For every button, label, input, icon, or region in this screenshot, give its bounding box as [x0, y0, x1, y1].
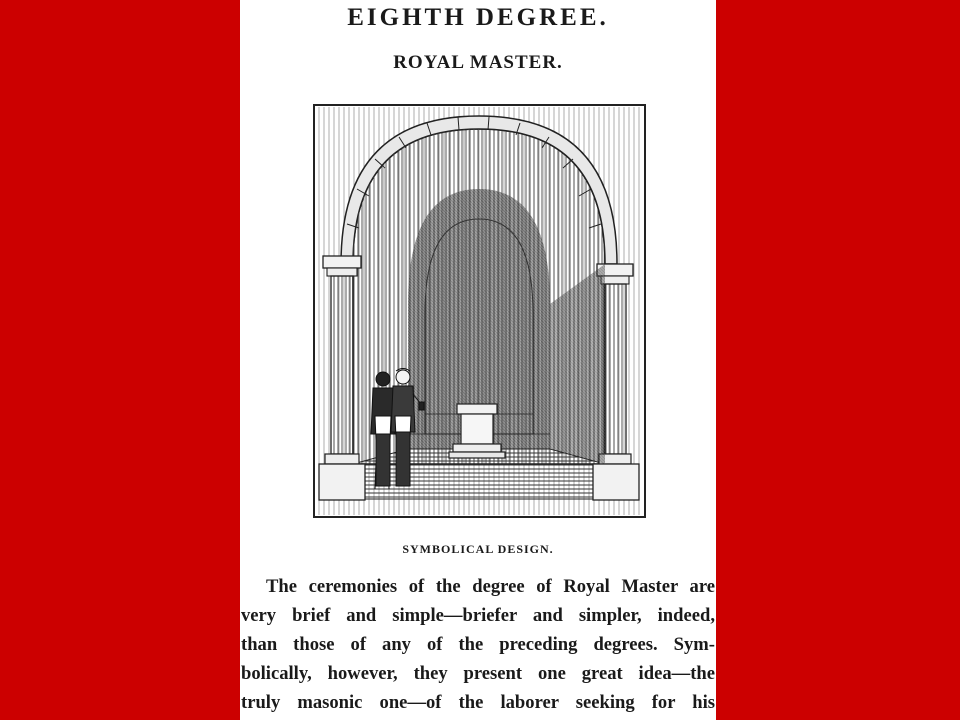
body-line: very brief and simple—briefer and simpler, indeed,	[241, 605, 715, 626]
document-page	[240, 0, 716, 720]
degree-heading: EIGHTH DEGREE.	[347, 4, 609, 31]
body-line: bolically, however, they present one great idea—the	[241, 663, 715, 684]
body-paragraph	[240, 572, 716, 717]
body-line: The ceremonies of the degree of Royal Master are	[266, 576, 715, 597]
body-line: truly masonic one—of the laborer seeking for his	[241, 692, 715, 713]
symbolical-design-engraving	[313, 104, 646, 518]
figure-caption: SYMBOLICAL DESIGN.	[402, 542, 554, 556]
body-line: than those of any of the preceding degrees. Sym-	[241, 634, 715, 655]
degree-title: ROYAL MASTER.	[393, 52, 563, 73]
